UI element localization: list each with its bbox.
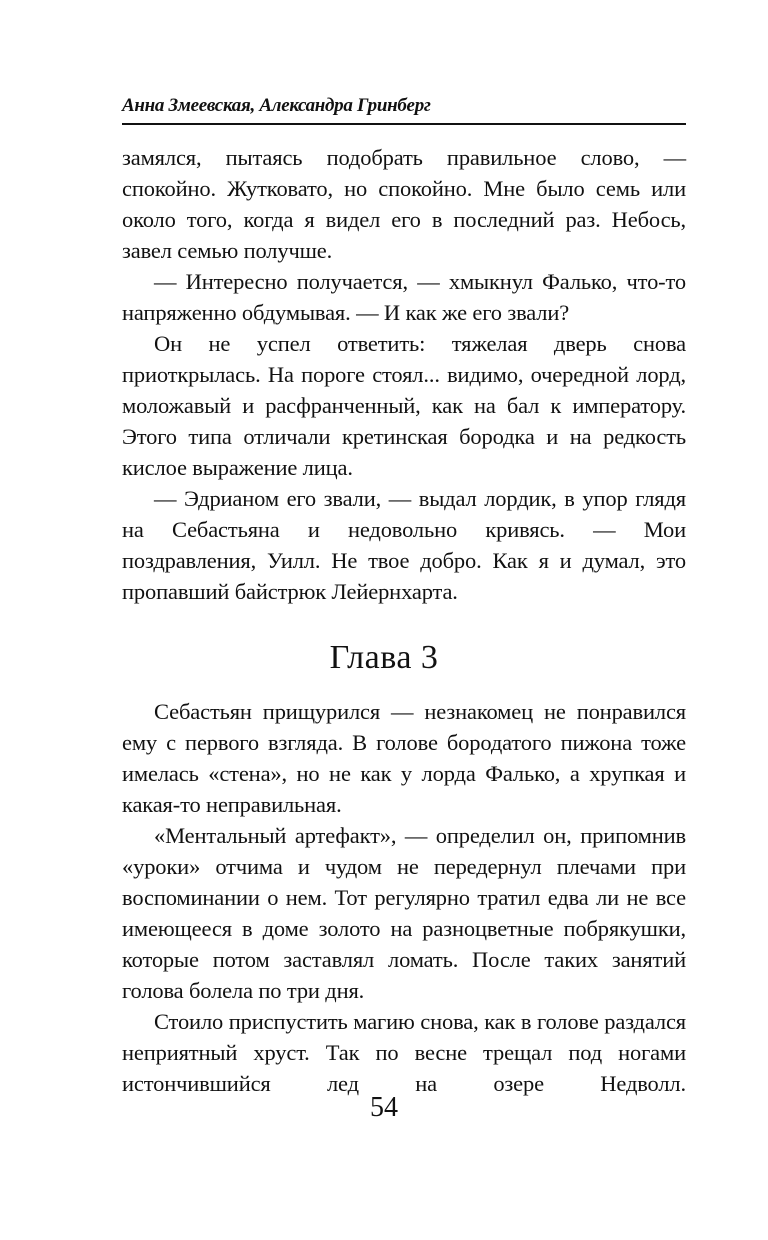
text-block-before-chapter: [122, 142, 686, 607]
paragraph: — Эдрианом его звали, — выдал лордик, в упор глядя на Себастьяна и недовольно кривясь. — Мои поздравления, Уилл. Не твое добро. Как я и думал, это пропавший байстрюк Лейернхарта.: [122, 486, 686, 604]
paragraph: замялся, пытаясь подобрать правильное слово, — спокойно. Жутковато, но спокойно. Мне было семь или около того, когда я видел его в последний раз. Небось, завел семью получше.: [122, 145, 686, 263]
paragraph: Стоило приспустить магию снова, как в голове раздался неприятный хруст. Так по весне трещал под ногами истончившийся лед на озере Недволл.: [122, 1009, 686, 1096]
paragraph: Он не успел ответить: тяжелая дверь снова приоткрылась. На пороге стоял... видимо, очередной лорд, моложавый и расфранченный, как на бал к императору. Этого типа отличали кретинская бородка и на редкость кислое выражение лица.: [122, 331, 686, 480]
chapter-title: Глава 3: [329, 639, 439, 676]
paragraph: «Ментальный артефакт», — определил он, припомнив «уроки» отчима и чудом не передернул плечами при воспоминании о нем. Тот регулярно тратил едва ли не все имеющееся в доме золото на разноцветные побрякушки, которые потом заставлял ломать. После таких занятий голова болела по три дня.: [122, 823, 686, 1003]
paragraph: — Интересно получается, — хмыкнул Фалько, что-то напряженно обдумывая. — И как же его звали?: [122, 269, 686, 325]
paragraph: Себастьян прищурился — незнакомец не понравился ему с первого взгляда. В голове бородатого пижона тоже имелась «стена», но не как у лорда Фалько, а хрупкая и какая-то неправильная.: [122, 699, 686, 817]
running-head: Анна Змеевская, Александра Гринберг: [122, 95, 431, 116]
header-rule: [122, 123, 686, 125]
page-number: 54: [370, 1092, 398, 1123]
text-block-chapter-3: [122, 696, 686, 1099]
